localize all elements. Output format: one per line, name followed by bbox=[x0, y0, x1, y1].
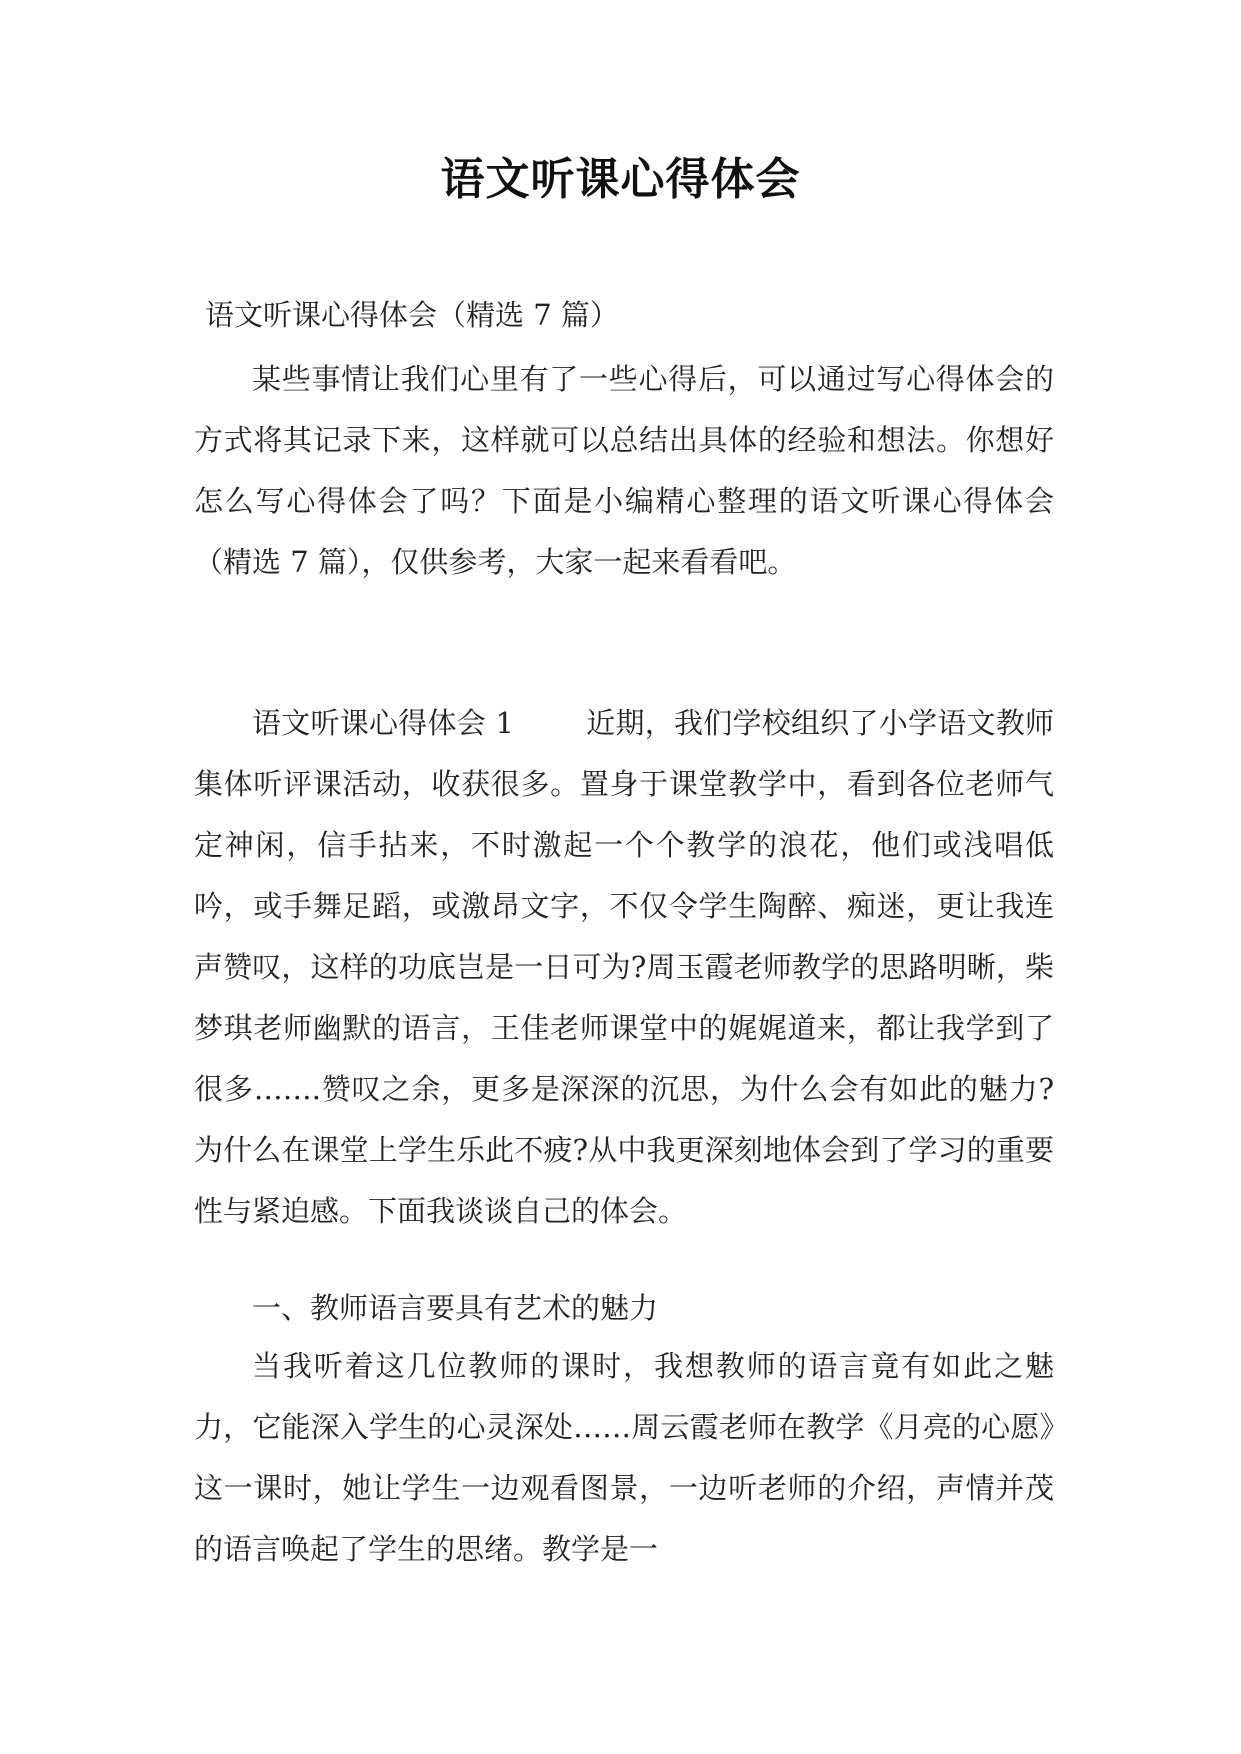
point-1-heading: 一、教师语言要具有艺术的魅力 bbox=[252, 1291, 659, 1325]
section-1-paragraph bbox=[194, 693, 1054, 1242]
document-subtitle: 语文听课心得体会（精选 7 篇） bbox=[205, 298, 619, 332]
section-1-text: 近期，我们学校组织了小学语文教师集体听评课活动，收获很多。置身于课堂教学中，看到各位老师气定神闲，信手拈来，不时激起一个个教学的浪花，他们或浅唱低吟，或手舞足蹈，或激昂文字，不仅令学生陶醉、痴迷，更让我连声赞叹，这样的功底岂是一日可为?周玉霞老师教学的思路明晰，柴梦琪老师幽默的语言，王佳老师课堂中的娓娓道来，都让我学到了很多…….赞叹之余，更多是深深的沉思，为什么会有如此的魅力?为什么在课堂上学生乐此不疲?从中我更深刻地体会到了学习的重要性与紧迫感。下面我谈谈自己的体会。 bbox=[194, 706, 1054, 1228]
point-1-paragraph: 当我听着这几位教师的课时，我想教师的语言竟有如此之魅力，它能深入学生的心灵深处……周云霞老师在教学《月亮的心愿》这一课时，她让学生一边观看图景，一边听老师的介绍，声情并茂的语言唤起了学生的思绪。教学是一 bbox=[194, 1349, 1054, 1566]
document-title: 语文听课心得体会 bbox=[440, 154, 801, 205]
section-1-heading: 语文听课心得体会 1 bbox=[252, 706, 514, 740]
intro-paragraph: 某些事情让我们心里有了一些心得后，可以通过写心得体会的方式将其记录下来，这样就可以总结出具体的经验和想法。你想好怎么写心得体会了吗？下面是小编精心整理的语文听课心得体会（精选 7 篇），仅供参考，大家一起来看看吧。 bbox=[194, 362, 1054, 579]
